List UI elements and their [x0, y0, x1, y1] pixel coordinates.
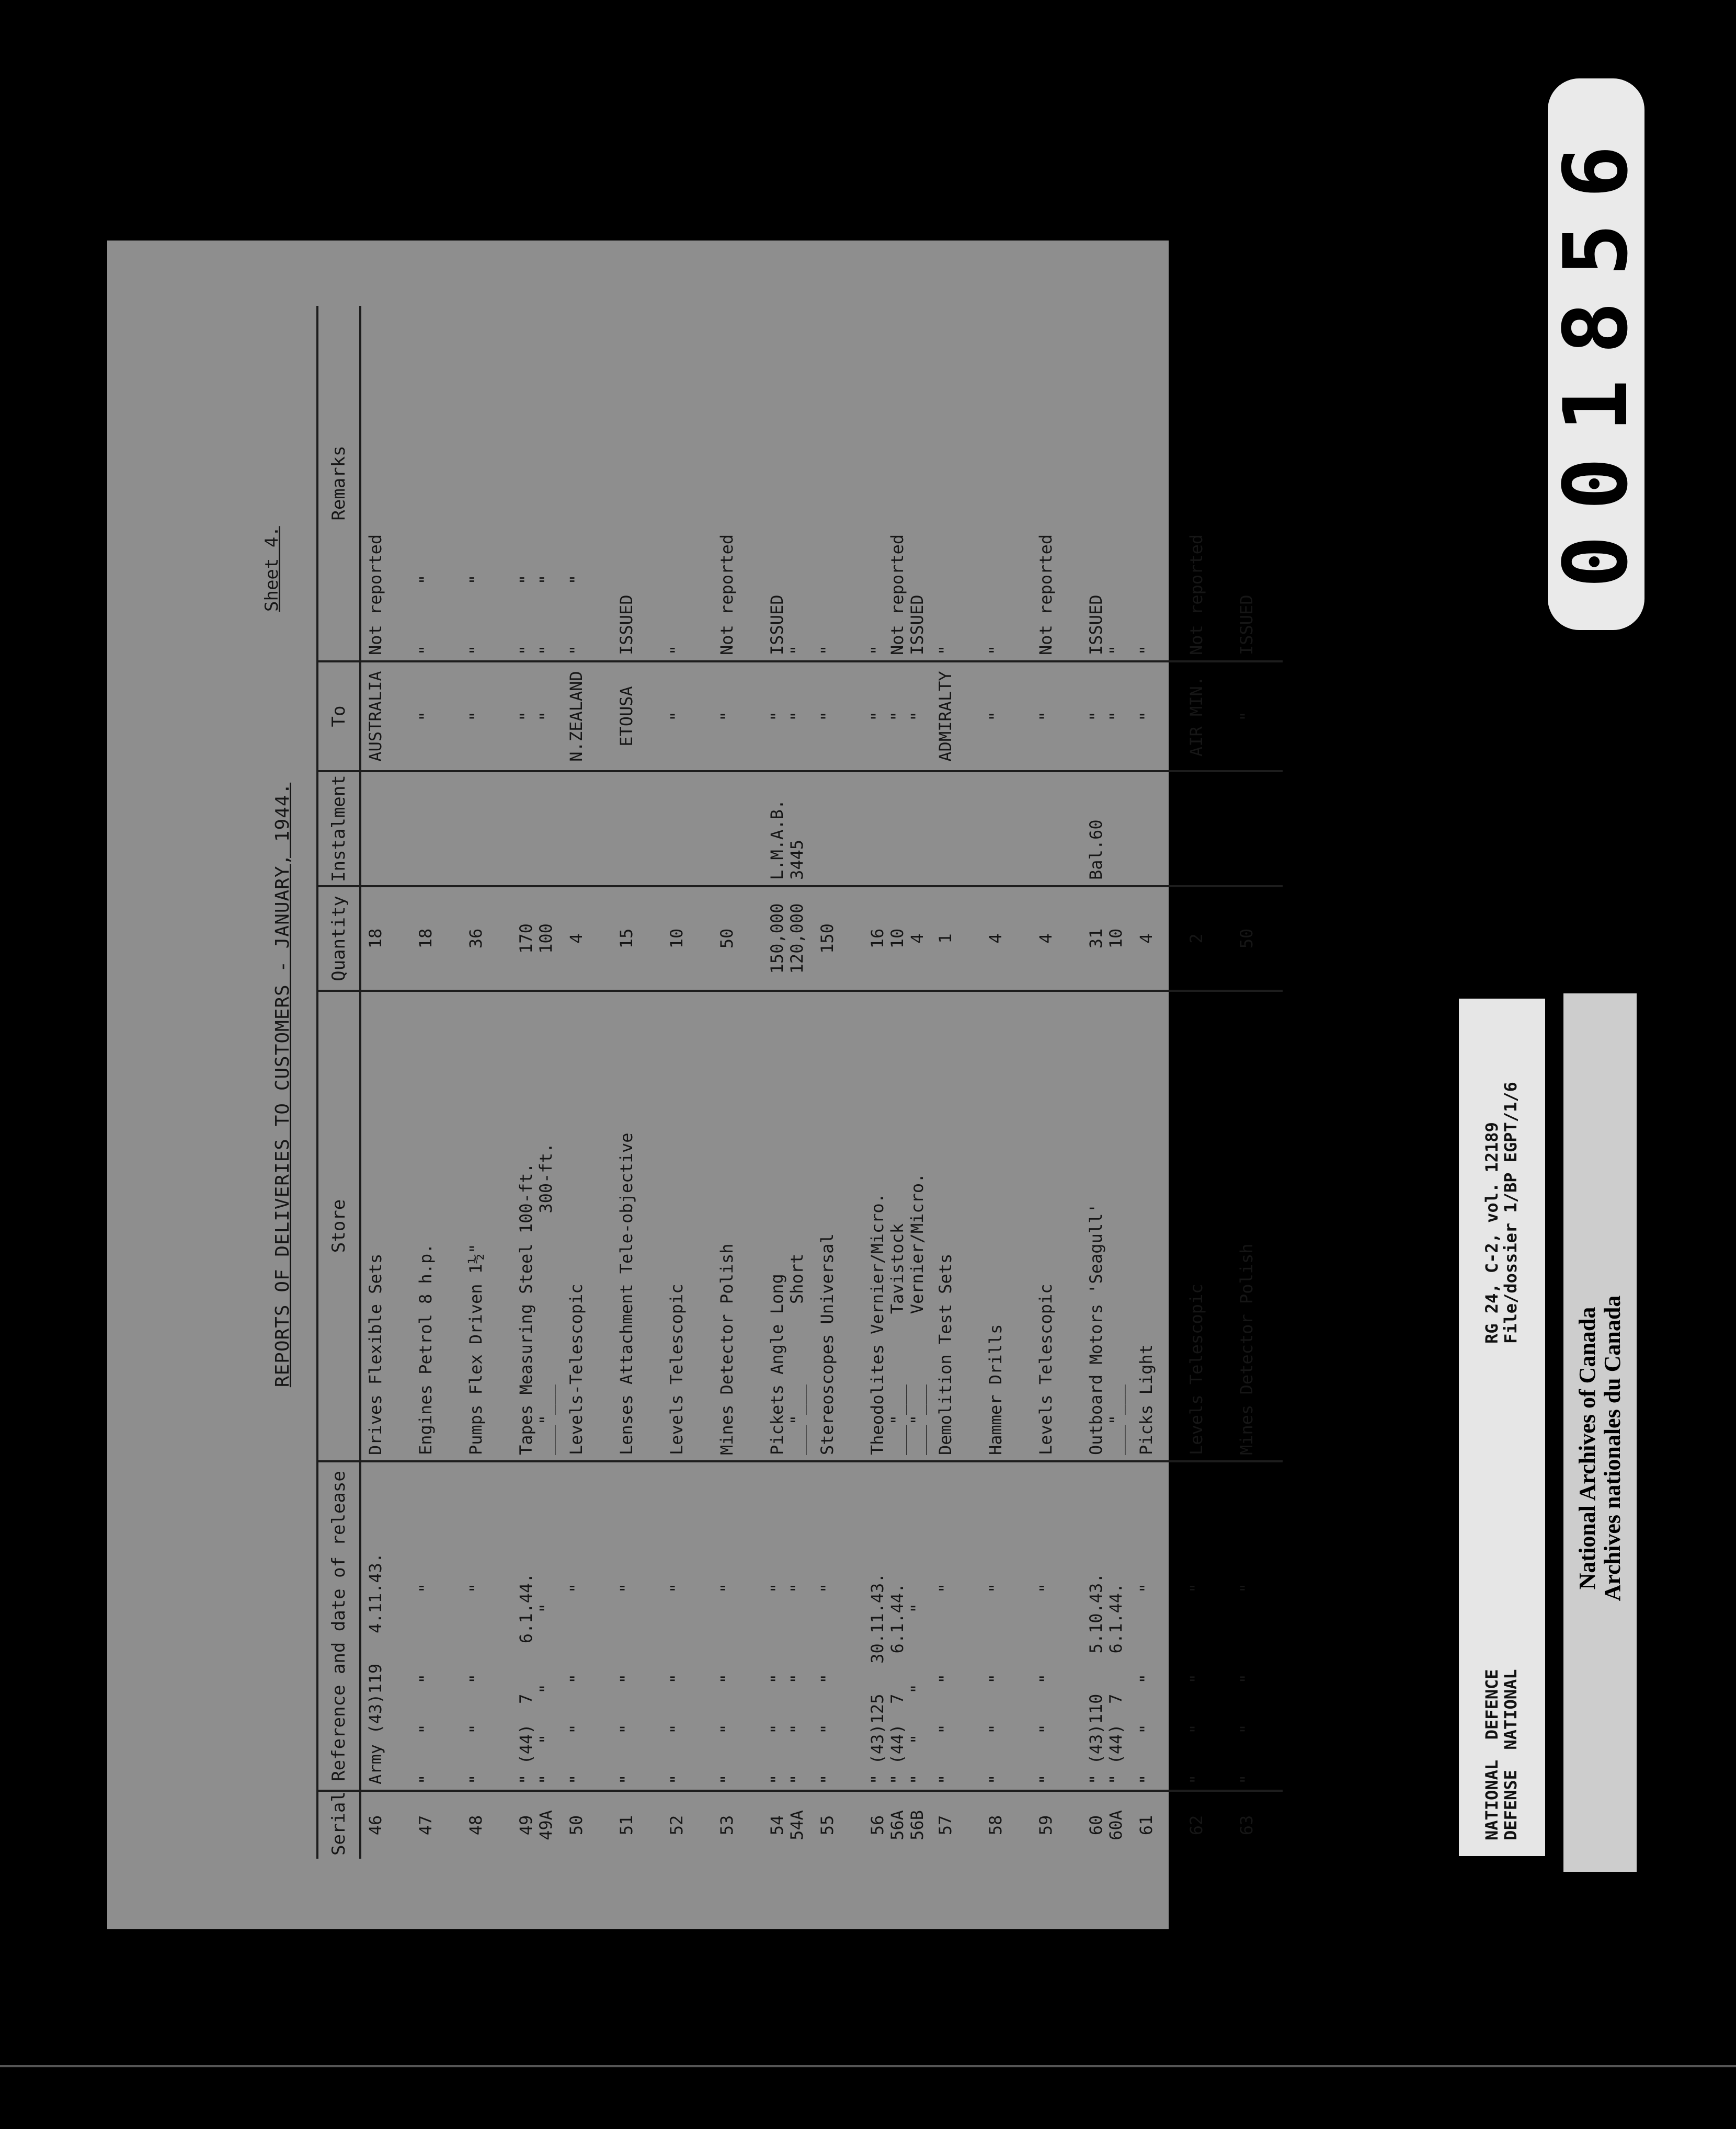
table-row: [1182, 306, 1232, 1859]
cell-to: " ": [763, 661, 813, 771]
archives-label: [1563, 993, 1637, 1872]
cell-quantity: 170 100: [512, 886, 562, 991]
cell-remarks: ": [931, 306, 981, 661]
cell-quantity: 4: [1132, 886, 1182, 991]
deliveries-table: [316, 306, 1283, 1859]
cell-to: ADMIRALTY: [931, 661, 981, 771]
cell-remarks: " ": [412, 306, 462, 661]
cell-instalment: [931, 771, 981, 886]
cell-quantity: 2: [1182, 886, 1232, 991]
cell-store: Levels Telescopic: [663, 991, 713, 1461]
cell-store: Picks Light: [1132, 991, 1182, 1461]
cell-remarks: Not reported: [1182, 306, 1232, 661]
cell-store: Levels Telescopic: [1032, 991, 1082, 1461]
table-row: [863, 306, 931, 1859]
cell-quantity: 4: [1032, 886, 1082, 991]
cell-reference: " " " ": [1032, 1461, 1082, 1791]
cell-reference: " " " ": [1232, 1461, 1283, 1791]
table-row: [512, 306, 562, 1859]
table-row: [360, 306, 412, 1859]
cell-serial: 62: [1186, 1815, 1206, 1836]
cell-serial: 53: [717, 1815, 737, 1836]
cell-serial: 52: [667, 1815, 687, 1836]
stamp-number: 001856: [1545, 120, 1647, 588]
cell-serial: 49 49A: [516, 1810, 556, 1840]
cell-instalment: [981, 771, 1032, 886]
cell-instalment: [562, 771, 612, 886]
cell-store: Mines Detector Polish: [1232, 991, 1283, 1461]
cell-to: ": [1032, 661, 1082, 771]
cell-serial: 61: [1136, 1815, 1156, 1836]
cell-remarks: Not reported: [1032, 306, 1082, 661]
cell-instalment: [462, 771, 512, 886]
cell-to: N.ZEALAND: [562, 661, 612, 771]
cell-instalment: [1232, 771, 1283, 886]
cell-store: Levels-Telescopic: [562, 991, 612, 1461]
cell-quantity: 36: [462, 886, 512, 991]
cell-quantity: 4: [981, 886, 1032, 991]
cell-to: ": [663, 661, 713, 771]
cell-store: Drives Flexible Sets: [360, 991, 412, 1461]
cell-store: Outboard Motors 'Seagull' ___"___: [1082, 991, 1132, 1461]
cell-instalment: [713, 771, 763, 886]
cell-serial: 54 54A: [767, 1810, 807, 1840]
table-row: [1082, 306, 1132, 1859]
cell-to: ": [813, 661, 863, 771]
col-header-instalment: Instalment: [317, 771, 360, 886]
table-row: [763, 306, 813, 1859]
table-row: [931, 306, 981, 1859]
archives-name-fr: Archives nationales du Canada: [1600, 1295, 1625, 1601]
cell-remarks: ": [1132, 306, 1182, 661]
col-header-serial: Serial: [317, 1791, 360, 1859]
document-photo: [107, 241, 1257, 1929]
cell-serial: 63: [1237, 1815, 1257, 1836]
cell-quantity: 50: [1232, 886, 1283, 991]
header-row: [317, 306, 360, 1859]
cell-reference: " (44) 7 6.1.44. " " " ": [512, 1461, 562, 1791]
table-row: [1232, 306, 1283, 1859]
cell-reference: " " " ": [1132, 1461, 1182, 1791]
cell-serial: 48: [466, 1815, 486, 1836]
cell-to: ": [713, 661, 763, 771]
cell-remarks: ISSUED: [1232, 306, 1283, 661]
sheet-number: Sheet 4.: [261, 526, 282, 612]
table-row: [1032, 306, 1082, 1859]
archive-reference-label: [1459, 999, 1545, 1856]
cell-serial: 55: [817, 1815, 837, 1836]
cell-quantity: 31 10: [1082, 886, 1132, 991]
cell-instalment: [512, 771, 562, 886]
cell-to: ": [1232, 661, 1283, 771]
cell-quantity: 4: [562, 886, 612, 991]
national-defence-text: NATIONAL DEFENCE DEFENSE NATIONAL: [1482, 1669, 1521, 1840]
cell-quantity: 150: [813, 886, 863, 991]
col-header-to: To: [317, 661, 360, 771]
cell-to: ": [1132, 661, 1182, 771]
cell-to: " " ": [863, 661, 931, 771]
cell-reference: " " " ": [981, 1461, 1032, 1791]
cell-store: Levels Telescopic: [1182, 991, 1232, 1461]
cell-instalment: [663, 771, 713, 886]
table-row: [713, 306, 763, 1859]
cell-remarks: ": [663, 306, 713, 661]
cell-serial: 46: [366, 1815, 385, 1836]
cell-remarks: Not reported: [360, 306, 412, 661]
table-header: [317, 306, 360, 1859]
cell-instalment: [813, 771, 863, 886]
cell-to: AUSTRALIA: [360, 661, 412, 771]
table-row: [1132, 306, 1182, 1859]
cell-store: Mines Detector Polish: [713, 991, 763, 1461]
table-row: [612, 306, 663, 1859]
cell-remarks: " " " ": [512, 306, 562, 661]
cell-reference: " " " ": [462, 1461, 512, 1791]
col-header-remarks: Remarks: [317, 306, 360, 661]
cell-reference: " " " ": [663, 1461, 713, 1791]
cell-reference: " " " ": [931, 1461, 981, 1791]
cell-reference: " (43)110 5.10.43. " (44) 7 6.1.44.: [1082, 1461, 1132, 1791]
table-row: [981, 306, 1032, 1859]
cell-reference: Army (43)119 4.11.43.: [360, 1461, 412, 1791]
cell-remarks: ISSUED ": [763, 306, 813, 661]
cell-serial: 58: [986, 1815, 1006, 1836]
cell-reference: " " " ": [813, 1461, 863, 1791]
cell-quantity: 18: [360, 886, 412, 991]
table-row: [412, 306, 462, 1859]
cell-store: Engines Petrol 8 h.p.: [412, 991, 462, 1461]
table-row: [562, 306, 612, 1859]
reference-number-stamp: [1545, 78, 1647, 630]
cell-to: ": [981, 661, 1032, 771]
document-title: REPORTS OF DELIVERIES TO CUSTOMERS - JANUARY, 1944.: [272, 782, 293, 1388]
cell-serial: 57: [935, 1815, 955, 1836]
cell-quantity: 10: [663, 886, 713, 991]
table-row: [462, 306, 512, 1859]
cell-quantity: 50: [713, 886, 763, 991]
cell-remarks: ": [813, 306, 863, 661]
cell-instalment: [612, 771, 663, 886]
cell-remarks: " ": [462, 306, 512, 661]
cell-serial: 59: [1036, 1815, 1056, 1836]
cell-remarks: Not reported: [713, 306, 763, 661]
cell-reference: " " " ": [612, 1461, 663, 1791]
frame-edge-line: [0, 2065, 1736, 2067]
cell-serial: 56 56A 56B: [867, 1810, 927, 1840]
cell-quantity: 16 10 4: [863, 886, 931, 991]
cell-store: Theodolites Vernier/Micro. ___"___ Tavistock ___"___ Vernier/Micro.: [863, 991, 931, 1461]
cell-quantity: 1: [931, 886, 981, 991]
cell-store: Lenses Attachment Tele-objective: [612, 991, 663, 1461]
cell-instalment: L.M.A.B. 3445: [763, 771, 813, 886]
table-body: [360, 306, 1283, 1859]
cell-quantity: 150,000 120,000: [763, 886, 813, 991]
col-header-store: Store: [317, 991, 360, 1461]
cell-to: " ": [512, 661, 562, 771]
cell-remarks: " ": [562, 306, 612, 661]
cell-serial: 60 60A: [1086, 1810, 1126, 1840]
cell-remarks: ISSUED ": [1082, 306, 1132, 661]
archives-name-en: National Archives of Canada: [1574, 1307, 1600, 1590]
cell-to: ": [462, 661, 512, 771]
cell-reference: " " " " " " " ": [763, 1461, 813, 1791]
cell-store: Stereoscopes Universal: [813, 991, 863, 1461]
cell-instalment: [1032, 771, 1082, 886]
table-row: [663, 306, 713, 1859]
rg-reference-text: RG 24, C-2, vol. 12189 File/dossier 1/BP EGPT/1/6: [1482, 1082, 1521, 1344]
cell-store: Hammer Drills: [981, 991, 1032, 1461]
cell-reference: " " " ": [1182, 1461, 1232, 1791]
cell-reference: " " " ": [562, 1461, 612, 1791]
cell-store: Demolition Test Sets: [931, 991, 981, 1461]
cell-store: Pickets Angle Long ___"___ Short: [763, 991, 813, 1461]
cell-serial: 47: [416, 1815, 436, 1836]
cell-instalment: [412, 771, 462, 886]
cell-to: " ": [1082, 661, 1132, 771]
cell-reference: " (43)125 30.11.43. " (44) 7 6.1.44. " " " ": [863, 1461, 931, 1791]
cell-to: AIR MIN.: [1182, 661, 1232, 771]
col-header-reference: Reference and date of release: [317, 1461, 360, 1791]
cell-instalment: [863, 771, 931, 886]
cell-quantity: 18: [412, 886, 462, 991]
cell-store: Tapes Measuring Steel 100-ft. ___"___ 300-ft.: [512, 991, 562, 1461]
cell-reference: " " " ": [713, 1461, 763, 1791]
cell-remarks: " Not reported ISSUED: [863, 306, 931, 661]
cell-store: Pumps Flex Driven 1½": [462, 991, 512, 1461]
document-sheet: [107, 241, 1257, 1929]
cell-reference: " " " ": [412, 1461, 462, 1791]
cell-quantity: 15: [612, 886, 663, 991]
col-header-quantity: Quantity: [317, 886, 360, 991]
table-row: [813, 306, 863, 1859]
cell-remarks: ISSUED: [612, 306, 663, 661]
cell-instalment: [360, 771, 412, 886]
cell-serial: 50: [566, 1815, 586, 1836]
cell-instalment: [1182, 771, 1232, 886]
cell-to: ETOUSA: [612, 661, 663, 771]
cell-serial: 51: [616, 1815, 636, 1836]
cell-instalment: [1132, 771, 1182, 886]
cell-to: ": [412, 661, 462, 771]
cell-remarks: ": [981, 306, 1032, 661]
cell-instalment: Bal.60: [1082, 771, 1132, 886]
